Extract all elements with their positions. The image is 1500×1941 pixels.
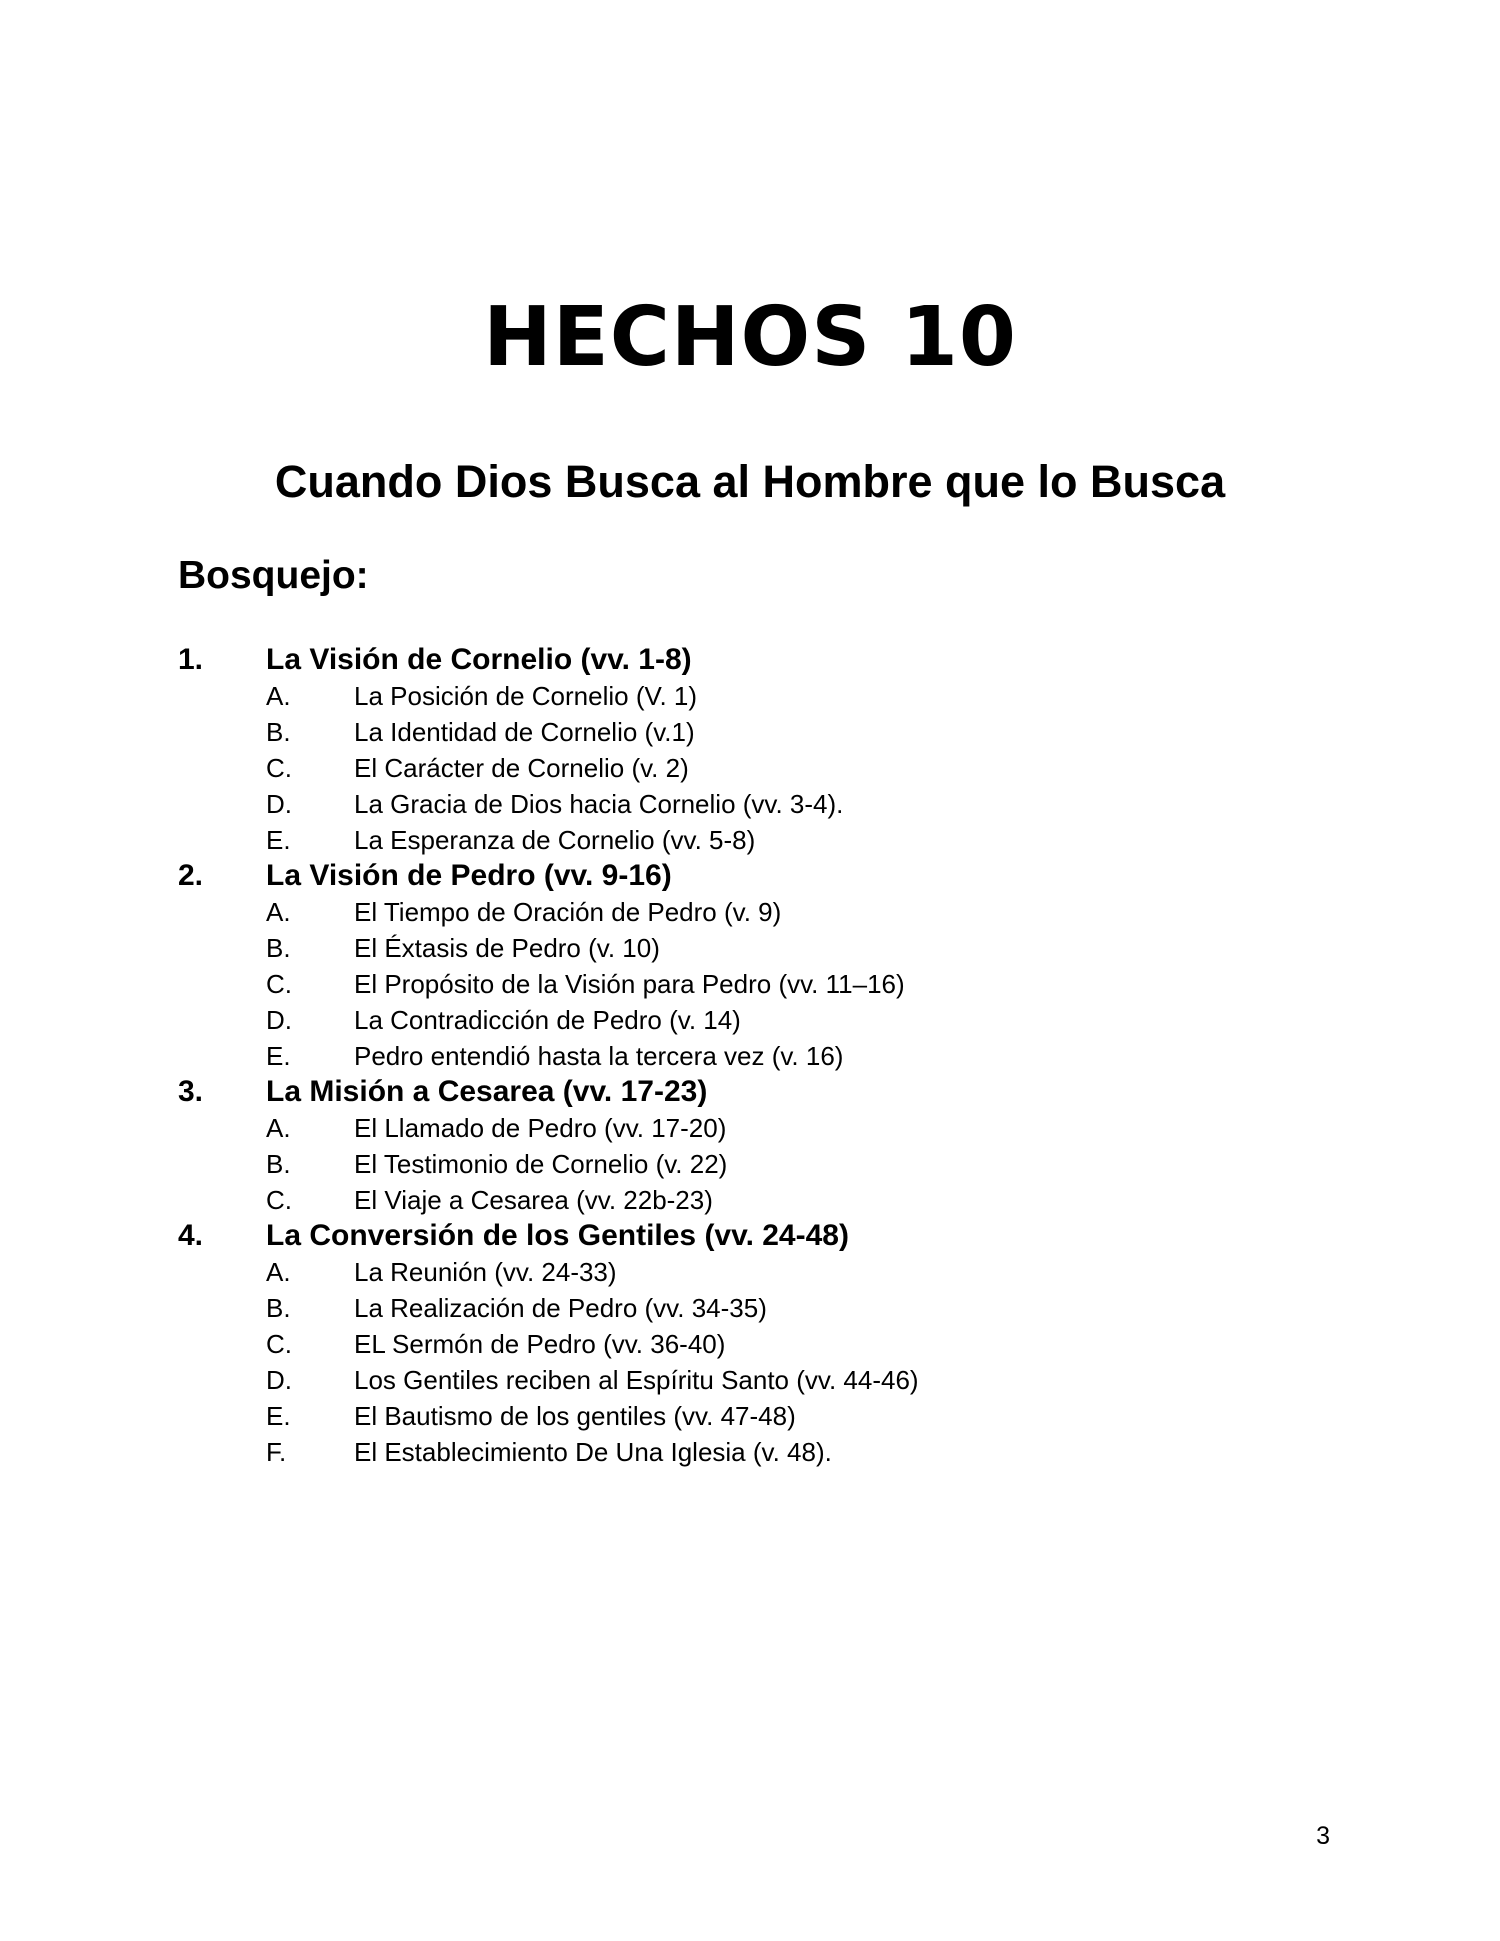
outline-item [178,1110,1378,1146]
section-heading [178,858,1378,894]
section-number: 2. [178,859,204,892]
item-letter: A. [266,897,291,927]
section-title: La Misión a Cesarea (vv. 17-23) [266,1075,708,1108]
outline-list [178,642,1378,1470]
item-letter: C. [266,969,292,999]
section-heading [178,642,1378,678]
item-text: El Carácter de Cornelio (v. 2) [354,753,689,783]
outline-item [178,894,1378,930]
item-letter: A. [266,1257,291,1287]
item-text: La Identidad de Cornelio (v.1) [354,717,695,747]
item-text: El Establecimiento De Una Iglesia (v. 48). [354,1437,832,1467]
outline-item [178,1146,1378,1182]
item-text: EL Sermón de Pedro (vv. 36-40) [354,1329,726,1359]
section-number: 4. [178,1219,204,1252]
outline-item [178,750,1378,786]
item-letter: D. [266,1365,292,1395]
item-text: La Gracia de Dios hacia Cornelio (vv. 3-4). [354,789,844,819]
outline-item [178,714,1378,750]
outline-item [178,1434,1378,1470]
item-text: El Propósito de la Visión para Pedro (vv. 11–16) [354,969,905,999]
section-title: La Visión de Pedro (vv. 9-16) [266,859,672,892]
outline-item [178,1038,1378,1074]
item-letter: C. [266,1185,292,1215]
outline-item [178,1182,1378,1218]
item-text: El Testimonio de Cornelio (v. 22) [354,1149,728,1179]
item-text: El Viaje a Cesarea (vv. 22b-23) [354,1185,713,1215]
item-letter: C. [266,753,292,783]
outline-item [178,1002,1378,1038]
item-text: El Éxtasis de Pedro (v. 10) [354,933,660,963]
item-text: Los Gentiles reciben al Espíritu Santo (vv. 44-46) [354,1365,919,1395]
item-letter: E. [266,1041,291,1071]
page-number: 3 [1316,1822,1330,1850]
item-text: La Realización de Pedro (vv. 34-35) [354,1293,767,1323]
item-letter: D. [266,789,292,819]
item-text: El Tiempo de Oración de Pedro (v. 9) [354,897,782,927]
section-heading [178,1218,1378,1254]
outline-item [178,1398,1378,1434]
section-number: 3. [178,1075,204,1108]
item-text: La Esperanza de Cornelio (vv. 5-8) [354,825,756,855]
outline-item [178,678,1378,714]
page-title: HECHOS 10 [483,290,1017,385]
outline-item [178,1326,1378,1362]
item-letter: E. [266,825,291,855]
item-letter: B. [266,717,291,747]
item-text: Pedro entendió hasta la tercera vez (v. 16) [354,1041,844,1071]
item-letter: A. [266,681,291,711]
item-letter: C. [266,1329,292,1359]
outline-item [178,966,1378,1002]
item-text: La Contradicción de Pedro (v. 14) [354,1005,741,1035]
outline-item [178,1362,1378,1398]
page-subtitle: Cuando Dios Busca al Hombre que lo Busca [274,456,1226,507]
outline-item [178,822,1378,858]
item-text: El Bautismo de los gentiles (vv. 47-48) [354,1401,796,1431]
section-title: La Conversión de los Gentiles (vv. 24-48) [266,1219,849,1252]
item-letter: A. [266,1113,291,1143]
section-heading [178,1074,1378,1110]
section-number: 1. [178,643,204,676]
outline-item [178,1290,1378,1326]
item-letter: E. [266,1401,291,1431]
item-text: La Reunión (vv. 24-33) [354,1257,617,1287]
outline-item [178,786,1378,822]
outline-label: Bosquejo: [178,554,369,597]
section-title: La Visión de Cornelio (vv. 1-8) [266,643,692,676]
item-letter: D. [266,1005,292,1035]
item-text: El Llamado de Pedro (vv. 17-20) [354,1113,727,1143]
item-letter: F. [266,1437,287,1467]
item-text: La Posición de Cornelio (V. 1) [354,681,698,711]
outline-item [178,930,1378,966]
item-letter: B. [266,1293,291,1323]
outline-item [178,1254,1378,1290]
item-letter: B. [266,1149,291,1179]
item-letter: B. [266,933,291,963]
